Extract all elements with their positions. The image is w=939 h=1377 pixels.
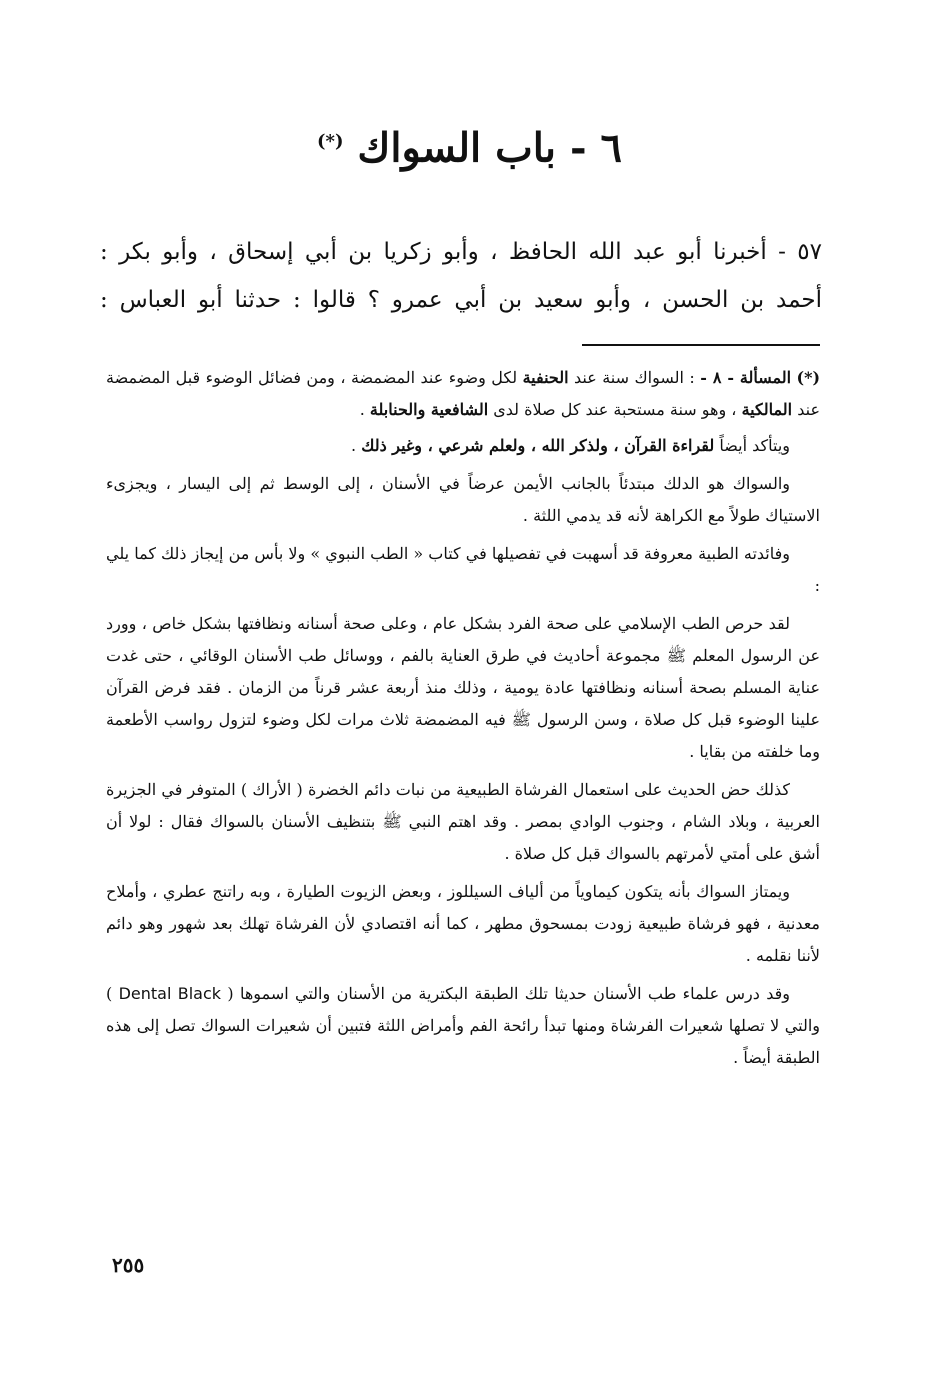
footnote-mark: (*) [317, 131, 344, 152]
footnote-1-hanafi: الحنفية [522, 368, 569, 387]
footnote-divider [582, 344, 820, 346]
chapter-title-text: ٦ - باب السواك [357, 124, 622, 172]
footnote-2-end: . [351, 436, 357, 455]
page-number: ٢٥٥ [112, 1253, 145, 1277]
footnote-paragraph-8 [106, 978, 820, 1074]
footnote-paragraph-6: كذلك حض الحديث على استعمال الفرشاة الطبيعية من نبات دائم الخضرة ( الأراك ) المتوفر في الجزيرة العربية ، وبلاد الشام ، وجنوب الوادي بمصر . وقد اهتم النبي ﷺ بتنظيف الأسنان بالسواك فقال : لولا أن أشق على أمتي لأمرتهم بالسواك قبل كل صلاة . [106, 780, 820, 863]
footnote-8-text-a: وقد درس علماء طب الأسنان حديثا تلك الطبقة البكترية من الأسنان والتي اسموها ( [227, 984, 790, 1003]
footnote-1-text-a: : السواك سنة عند [574, 368, 695, 387]
footnote-2-bold: لقراءة القرآن ، ولذكر الله ، ولعلم شرعي ، وغير ذلك [361, 436, 715, 455]
footnote-8-english-term: Dental Black [118, 984, 222, 1003]
footnote-paragraph-7: ويمتاز السواك بأنه يتكون كيماوياً من ألياف السيللوز ، وبعض الزيوت الطيارة ، وبه راتنج عطري ، وأملاح معدنية ، فهو فرشاة طبيعية زودت بمسحوق مطهر ، كما أنه اقتصادي لأن الفرشاة تهلك بعد شهور وهو دائم لأننا نقلمه . [106, 882, 820, 965]
footnote-paragraph-3: والسواك هو الدلك مبتدئاً بالجانب الأيمن عرضاً في الأسنان ، إلى الوسط ثم إلى اليسار ، ويجزىء الاستياك طولاً مع الكراهة لأنه قد يدمي اللثة . [106, 474, 820, 525]
footnote-1-shafii-hanbali: الشافعية والحنابلة [369, 400, 489, 419]
footnotes [106, 362, 820, 1080]
footnote-paragraph-1 [106, 362, 820, 426]
footnote-1-end: . [359, 400, 365, 419]
hadith-line-2: أحمد بن الحسن ، وأبو سعيد بن أبي عمرو ؟ قالوا : حدثنا أبو العباس : [100, 287, 822, 313]
footnote-paragraph-5: لقد حرص الطب الإسلامي على صحة الفرد بشكل عام ، وعلى صحة أسنانه ونظافتها بشكل خاص ، وورد عن الرسول المعلم ﷺ مجموعة أحاديث في طرق العناية بالفم ، ووسائل طب الأسنان الوقائي ، حتى غدت عناية المسلم بصحة أسنانه ونظافتها عادة يومية ، وذلك منذ أربعة عشر قرناً من الزمان . فقد فرض القرآن علينا الوضوء قبل كل صلاة ، وسن الرسول ﷺ فيه المضمضة ثلاث مرات لكل وضوء لتزول رواسب الأطعمة وما خلفته من بقايا . [106, 614, 821, 761]
footnote-1-maliki: المالكية [741, 400, 793, 419]
footnote-1-mark: (*) [796, 368, 821, 387]
hadith-line-1: ٥٧ - أخبرنا أبو عبد الله الحافظ ، وأبو زكريا بن أبي إسحاق ، وأبو بكر : [100, 239, 822, 265]
footnote-8-text-b: ) والتي لا تصلها شعيرات الفرشاة ومنها تبدأ رائحة الفم وأمراض اللثة فتبين أن شعيرات السواك تصل إلى هذه الطبقة أيضاً . [106, 984, 821, 1067]
footnote-2-text-a: ويتأكد أيضاً [719, 436, 790, 455]
footnote-paragraph-2 [106, 430, 820, 462]
hadith-text [100, 228, 822, 324]
footnote-1-text-c: ، وهو سنة مستحبة عند كل صلاة لدى [493, 400, 737, 419]
footnote-1-label: المسألة - ٨ - [700, 368, 792, 387]
chapter-title [0, 112, 939, 178]
footnote-1-text-b: لكل وضوء عند المضمضة ، ومن فضائل الوضوء قبل المضمضة عند [106, 368, 820, 419]
footnote-paragraph-4: وفائدته الطبية معروفة قد أسهبت في تفصيلها في كتاب « الطب النبوي » ولا بأس من إيجاز ذلك كما يلي : [106, 544, 820, 595]
